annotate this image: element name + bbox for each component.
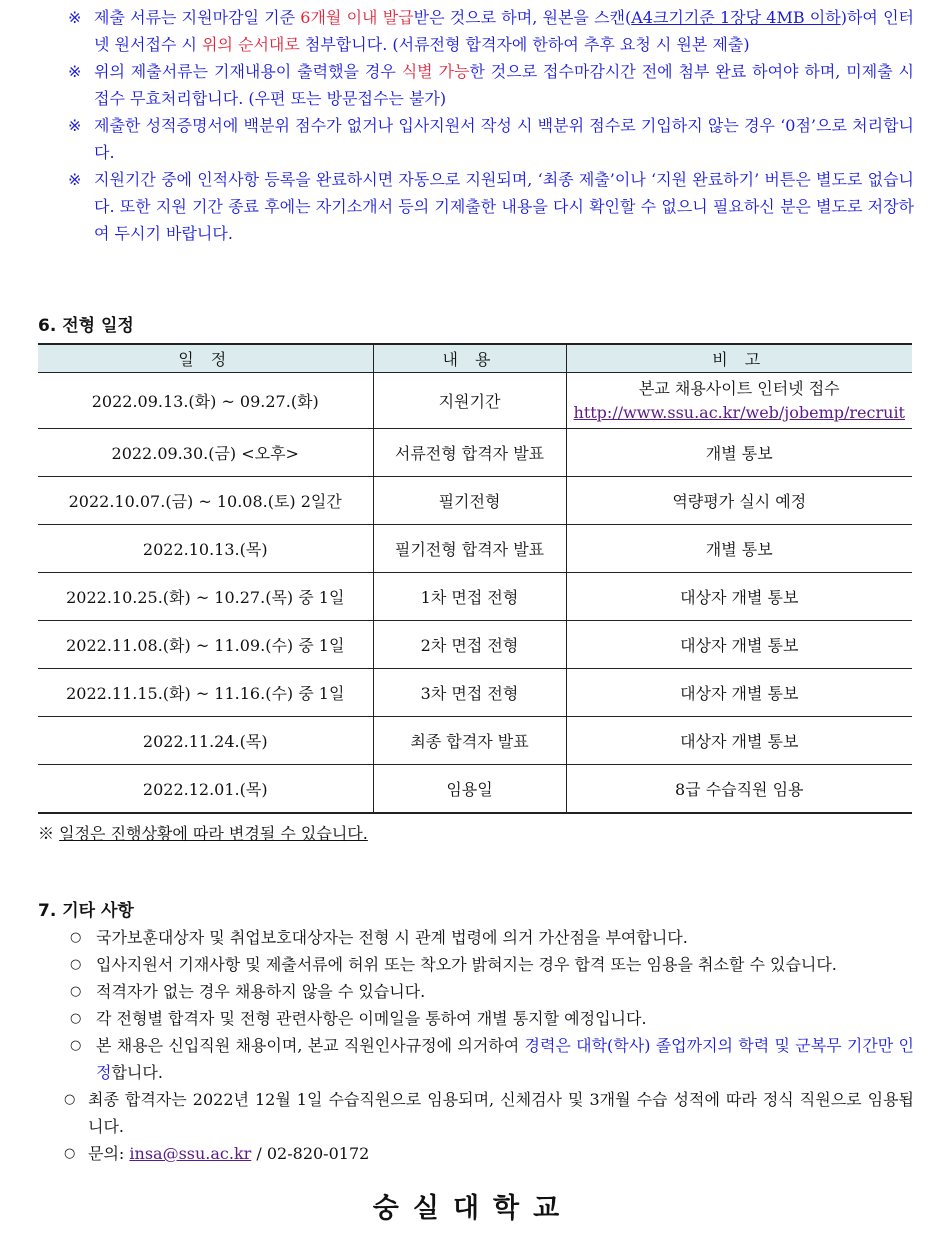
cell-content: 1차 면접 전형 bbox=[373, 573, 566, 621]
cell-date: 2022.11.24.(목) bbox=[38, 717, 373, 765]
note-mark: ※ bbox=[38, 824, 55, 843]
reference-mark-icon: ※ bbox=[68, 62, 82, 81]
table-row bbox=[38, 429, 912, 477]
table-row bbox=[38, 717, 912, 765]
text-span: 위의 순서대로 bbox=[202, 35, 300, 54]
text-span: / 02-820-0172 bbox=[251, 1144, 370, 1163]
table-row bbox=[38, 621, 912, 669]
text-span: 국가보훈대상자 및 취업보호대상자는 전형 시 관계 법령에 의거 가산점을 부여합니다. bbox=[96, 928, 688, 947]
circle-bullet-icon: ○ bbox=[70, 930, 82, 945]
contact-email-link[interactable]: insa@ssu.ac.kr bbox=[129, 1144, 252, 1163]
cell-date: 2022.09.30.(금) <오후> bbox=[38, 429, 373, 477]
text-span: 6개월 이내 발급 bbox=[300, 8, 414, 27]
note-item bbox=[68, 166, 914, 247]
list-item bbox=[64, 1086, 914, 1140]
table-row bbox=[38, 525, 912, 573]
header-note: 비 고 bbox=[566, 344, 912, 373]
cell-date: 2022.11.08.(화) ~ 11.09.(수) 중 1일 bbox=[38, 621, 373, 669]
reference-mark-icon: ※ bbox=[68, 170, 82, 189]
cell-content: 지원기간 bbox=[373, 373, 566, 429]
note-text: 일정은 진행상황에 따라 변경될 수 있습니다. bbox=[59, 824, 368, 843]
text-span: 각 전형별 합격자 및 전형 관련사항은 이메일을 통하여 개별 통지할 예정입니다. bbox=[96, 1009, 647, 1028]
text-span: 적격자가 없는 경우 채용하지 않을 수 있습니다. bbox=[96, 982, 426, 1001]
circle-bullet-icon: ○ bbox=[64, 1092, 76, 1107]
cell-content: 필기전형 합격자 발표 bbox=[373, 525, 566, 573]
header-content: 내 용 bbox=[373, 344, 566, 373]
table-header-row bbox=[38, 344, 912, 373]
note-item bbox=[68, 4, 914, 58]
table-row bbox=[38, 573, 912, 621]
university-name: 숭실대학교 bbox=[372, 1193, 574, 1224]
table-row bbox=[38, 477, 912, 525]
table-row bbox=[38, 765, 912, 814]
cell-note: 개별 통보 bbox=[566, 429, 912, 477]
cell-content: 서류전형 합격자 발표 bbox=[373, 429, 566, 477]
table-row bbox=[38, 669, 912, 717]
recruit-site-link[interactable]: http://www.ssu.ac.kr/web/jobemp/recruit bbox=[573, 402, 905, 422]
text-span: 받은 것으로 하며, 원본을 스캔( bbox=[413, 8, 632, 27]
text-span: 합니다. bbox=[111, 1063, 163, 1082]
note-item bbox=[68, 112, 914, 166]
cell-note bbox=[566, 373, 912, 429]
list-item bbox=[70, 924, 914, 951]
circle-bullet-icon: ○ bbox=[70, 984, 82, 999]
cell-date: 2022.10.07.(금) ~ 10.08.(토) 2일간 bbox=[38, 477, 373, 525]
cell-note-text: 본교 채용사이트 인터넷 접수 bbox=[638, 378, 840, 398]
text-span: 위의 제출서류는 기재내용이 출력했을 경우 bbox=[94, 62, 402, 81]
list-item bbox=[70, 1032, 914, 1086]
text-span: 식별 가능 bbox=[401, 62, 470, 81]
table-row bbox=[38, 373, 912, 429]
cell-date: 2022.12.01.(목) bbox=[38, 765, 373, 814]
circle-bullet-icon: ○ bbox=[64, 1146, 76, 1161]
cell-date: 2022.09.13.(화) ~ 09.27.(화) bbox=[38, 373, 373, 429]
list-item bbox=[70, 978, 914, 1005]
text-span: A4크기기준 1장당 4MB 이하 bbox=[631, 8, 841, 27]
cell-content: 3차 면접 전형 bbox=[373, 669, 566, 717]
text-span: 한 것으로 접수마감시간 전에 첨부 완료 하여야 하며, 미제출 시 접수 무효처리합니다. (우편 또는 방문접수는 불가) bbox=[94, 62, 915, 108]
circle-bullet-icon: ○ bbox=[70, 957, 82, 972]
reference-mark-icon: ※ bbox=[68, 116, 82, 135]
text-span: 첨부합니다. (서류전형 합격자에 한하여 추후 요청 시 원본 제출) bbox=[299, 35, 750, 54]
header-date: 일 정 bbox=[38, 344, 373, 373]
text-span: 본 채용은 신입직원 채용이며, 본교 직원인사규정에 의거하여 bbox=[96, 1036, 525, 1055]
cell-note: 대상자 개별 통보 bbox=[566, 621, 912, 669]
schedule-table bbox=[38, 343, 912, 814]
misc-list bbox=[64, 924, 914, 1167]
cell-date: 2022.10.13.(목) bbox=[38, 525, 373, 573]
text-span: 제출 서류는 지원마감일 기준 bbox=[94, 8, 301, 27]
list-item bbox=[64, 1140, 914, 1167]
circle-bullet-icon: ○ bbox=[70, 1038, 82, 1053]
cell-date: 2022.10.25.(화) ~ 10.27.(목) 중 1일 bbox=[38, 573, 373, 621]
cell-content: 최종 합격자 발표 bbox=[373, 717, 566, 765]
cell-note: 대상자 개별 통보 bbox=[566, 573, 912, 621]
text-span: 경력은 대학(학사) 졸업까지의 학력 및 군복무 기간만 인정 bbox=[96, 1036, 914, 1082]
list-item bbox=[70, 951, 914, 978]
cell-note: 대상자 개별 통보 bbox=[566, 669, 912, 717]
schedule-change-note bbox=[38, 821, 368, 844]
text-span: 문의: bbox=[88, 1144, 130, 1163]
cell-note: 8급 수습직원 임용 bbox=[566, 765, 912, 814]
cell-content: 필기전형 bbox=[373, 477, 566, 525]
section-6-title: 6. 전형 일정 bbox=[38, 316, 134, 336]
reference-mark-icon: ※ bbox=[68, 8, 82, 27]
cell-content: 2차 면접 전형 bbox=[373, 621, 566, 669]
list-item bbox=[70, 1005, 914, 1032]
text-span: )하여 인터넷 원서접수 시 bbox=[94, 8, 914, 54]
text-span: 최종 합격자는 2022년 12월 1일 수습직원으로 임용되며, 신체검사 및 3개월 수습 성적에 따라 정식 직원으로 임용됩니다. bbox=[88, 1090, 914, 1136]
cell-content: 임용일 bbox=[373, 765, 566, 814]
section-7-title: 7. 기타 사항 bbox=[38, 901, 134, 921]
cell-note: 역량평가 실시 예정 bbox=[566, 477, 912, 525]
cell-note: 대상자 개별 통보 bbox=[566, 717, 912, 765]
text-span: 지원기간 중에 인적사항 등록을 완료하시면 자동으로 지원되며, ‘최종 제출’이나 ‘지원 완료하기’ 버튼은 별도로 없습니다. 또한 지원 기간 종료 후에는 자기소개서 등의 기제출한 내용을 다시 확인할 수 없으니 필요하신 분은 별도로 저장하여 두시기 바랍니다. bbox=[94, 170, 914, 243]
note-item bbox=[68, 58, 914, 112]
text-span: 입사지원서 기재사항 및 제출서류에 허위 또는 착오가 밝혀지는 경우 합격 또는 임용을 취소할 수 있습니다. bbox=[96, 955, 837, 974]
circle-bullet-icon: ○ bbox=[70, 1011, 82, 1026]
submission-notes bbox=[68, 4, 914, 247]
cell-date: 2022.11.15.(화) ~ 11.16.(수) 중 1일 bbox=[38, 669, 373, 717]
text-span: 제출한 성적증명서에 백분위 점수가 없거나 입사지원서 작성 시 백분위 점수로 기입하지 않는 경우 ‘0점’으로 처리합니다. bbox=[94, 116, 914, 162]
cell-note: 개별 통보 bbox=[566, 525, 912, 573]
